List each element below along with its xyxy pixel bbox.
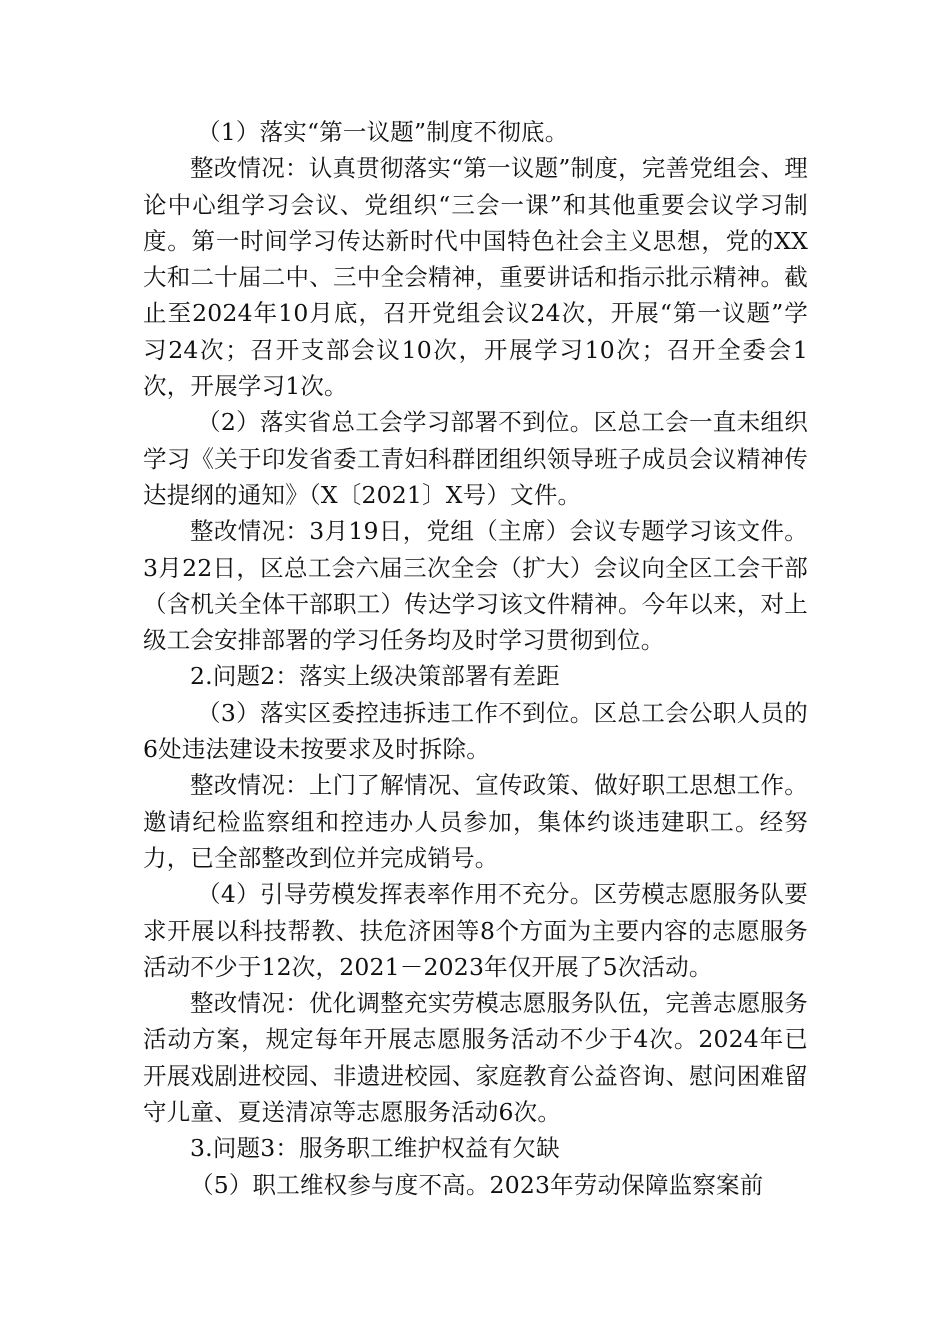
item-5-heading: （5）职工维权参与度不高。2023年劳动保障监察案前 [190,1170,764,1199]
item-3-heading: （3）落实区委控违拆违工作不到位。区总工会公职人员的6处违法建设未按要求及时拆除。 [143,698,808,764]
problem-3-heading: 3.问题3：服务职工维护权益有欠缺 [190,1134,560,1163]
item-4-heading: （4）引导劳模发挥表率作用不充分。区劳模志愿服务队要求开展以科技帮教、扶危济困等8个方面为主要内容的志愿服务活动不少于12次，2021－2023年仅开展了5次活动。 [143,880,808,981]
item-2-heading: （2）落实省总工会学习部署不到位。区总工会一直未组织学习《关于印发省委工青妇科群团组织领导班子成员会议精神传达提纲的通知》（X〔2021〕X号）文件。 [143,408,808,509]
item-4-rectification: 整改情况：优化调整充实劳模志愿服务队伍，完善志愿服务活动方案，规定每年开展志愿服务活动不少于4次。2024年已开展戏剧进校园、非遗进校园、家庭教育公益咨询、慰问困难留守儿童、夏送清凉等志愿服务活动6次。 [143,989,808,1127]
item-2-rectification: 整改情况：3月19日，党组（主席）会议专题学习该文件。3月22日，区总工会六届三次全会（扩大）会议向全区工会干部（含机关全体干部职工）传达学习该文件精神。今年以来，对上级工会安排部署的学习任务均及时学习贯彻到位。 [143,517,808,655]
document-body [143,114,808,1203]
item-1-rectification: 整改情况：认真贯彻落实“第一议题”制度，完善党组会、理论中心组学习会议、党组织“三会一课”和其他重要会议学习制度。第一时间学习传达新时代中国特色社会主义思想，党的XX大和二十届二中、三中全会精神，重要讲话和指示批示精神。截止至2024年10月底，召开党组会议24次，开展“第一议题”学习24次；召开支部会议10次，开展学习10次；召开全委会1次，开展学习1次。 [143,154,808,401]
problem-2-heading: 2.问题2：落实上级决策部署有差距 [190,662,560,691]
item-3-rectification: 整改情况：上门了解情况、宣传政策、做好职工思想工作。邀请纪检监察组和控违办人员参加，集体约谈违建职工。经努力，已全部整改到位并完成销号。 [143,771,808,872]
item-1-heading: （1）落实“第一议题”制度不彻底。 [197,118,569,146]
